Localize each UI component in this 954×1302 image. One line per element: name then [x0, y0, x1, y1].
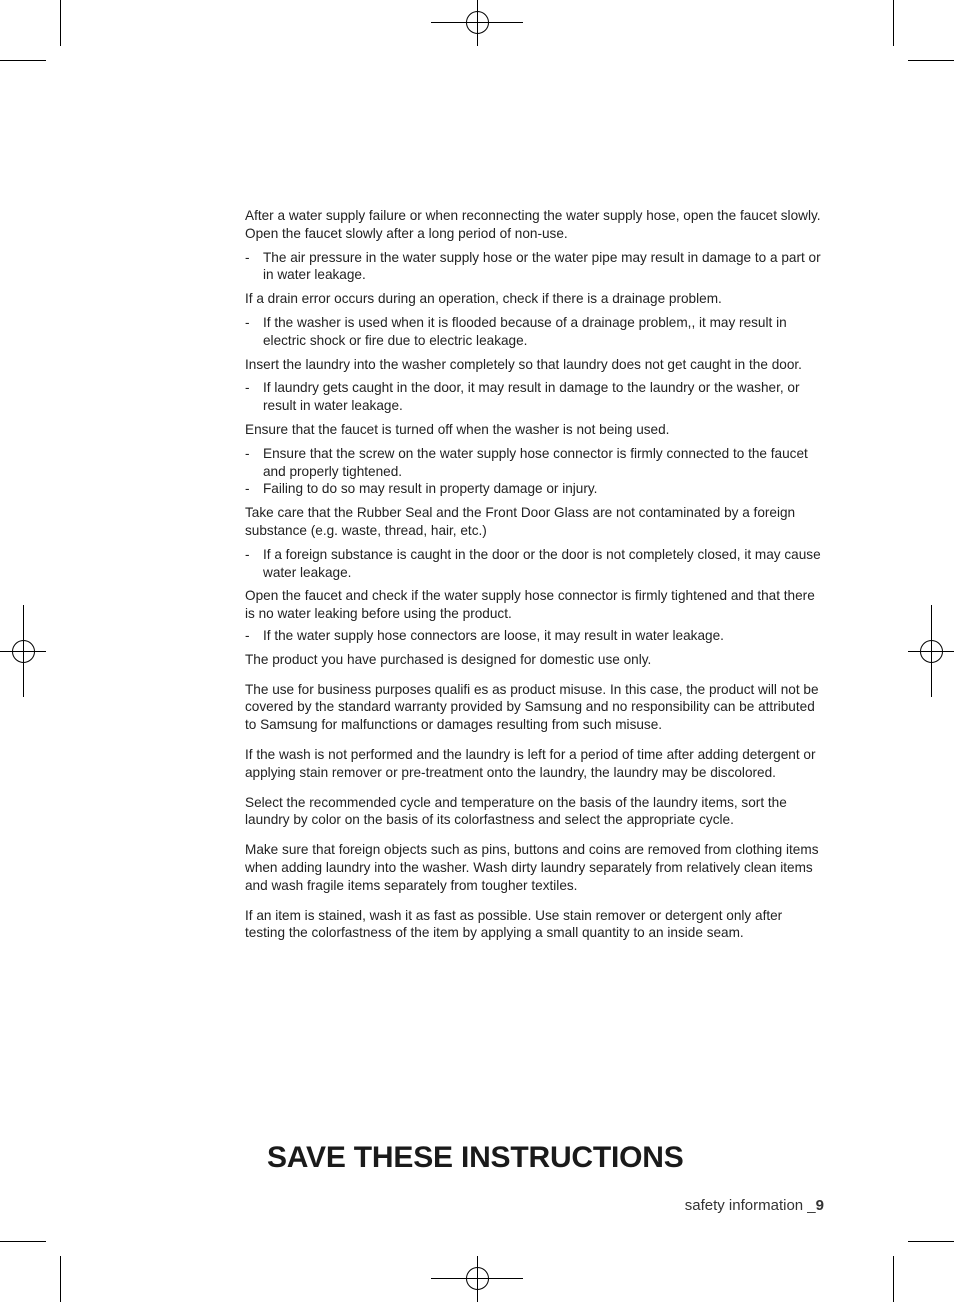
bullet-item: - If the washer is used when it is flooded because of a drainage problem,, it may result in electric shock or fire due to electric leakage. — [245, 314, 787, 348]
safety-text-body — [245, 207, 825, 948]
crop-mark — [0, 1241, 46, 1242]
section-name: safety information _ — [684, 1197, 816, 1214]
crop-mark — [908, 1241, 954, 1242]
paragraph: After a water supply failure or when reconnecting the water supply hose, open the faucet slowly. — [245, 208, 821, 223]
registration-circle — [466, 11, 489, 34]
bullet-item: - If a foreign substance is caught in the door or the door is not completely closed, it may cause water leakage. — [245, 546, 821, 580]
paragraph: If a drain error occurs during an operation, check if there is a drainage problem. — [245, 291, 722, 307]
bullet-item: - Failing to do so may result in property damage or injury. — [245, 481, 598, 497]
paragraph: The use for business purposes qualifi es as product misuse. In this case, the product will not be covered by the standard warranty provided by Samsung and no responsibility can be attributed to Samsung for malfunctions or damages resulting from such misuse. — [245, 681, 819, 733]
registration-circle — [920, 640, 943, 663]
crop-mark — [60, 1256, 61, 1302]
bullet-item: - If laundry gets caught in the door, it may result in damage to the laundry or the washer, or result in water leakage. — [245, 380, 800, 414]
paragraph: Open the faucet slowly after a long period of non-use. — [245, 225, 568, 241]
bullet-item: - The air pressure in the water supply hose or the water pipe may result in damage to a part or in water leakage. — [245, 249, 821, 283]
paragraph: Insert the laundry into the washer completely so that laundry does not get caught in the door. — [245, 356, 802, 372]
crop-mark — [908, 60, 954, 61]
page-number: 9 — [815, 1197, 824, 1214]
crop-mark — [893, 0, 894, 46]
page-footer — [685, 1197, 824, 1214]
paragraph: Open the faucet and check if the water supply hose connector is firmly tightened and that there is no water leaking before using the product. — [245, 588, 815, 622]
paragraph: If an item is stained, wash it as fast as possible. Use stain remover or detergent only after testing the colorfastness of the item by applying a small quantity to an inside seam. — [245, 907, 783, 941]
bullet-item: - If the water supply hose connectors are loose, it may result in water leakage. — [245, 627, 724, 643]
crop-mark — [60, 0, 61, 46]
registration-circle — [12, 640, 35, 663]
bullet-item: - Ensure that the screw on the water supply hose connector is firmly connected to the faucet and properly tightened. — [245, 445, 808, 479]
crop-mark — [0, 60, 46, 61]
save-instructions-heading: SAVE THESE INSTRUCTIONS — [267, 1141, 684, 1174]
paragraph: The product you have purchased is designed for domestic use only. — [245, 651, 652, 667]
paragraph: If the wash is not performed and the laundry is left for a period of time after adding detergent or applying stain remover or pre-treatment onto the laundry, the laundry may be discolored. — [245, 746, 816, 780]
crop-mark — [893, 1256, 894, 1302]
paragraph: Select the recommended cycle and temperature on the basis of the laundry items, sort the laundry by color on the basis of its colorfastness and select the appropriate cycle. — [245, 794, 787, 828]
registration-circle — [466, 1267, 489, 1290]
paragraph: Make sure that foreign objects such as pins, buttons and coins are removed from clothing items when adding laundry into the washer. Wash dirty laundry separately from relatively clean items and wash fragile items separately from tougher textiles. — [245, 842, 819, 893]
paragraph: Ensure that the faucet is turned off when the washer is not being used. — [245, 421, 670, 437]
paragraph: Take care that the Rubber Seal and the Front Door Glass are not contaminated by a foreign substance (e.g. waste, thread, hair, etc.) — [245, 505, 796, 538]
